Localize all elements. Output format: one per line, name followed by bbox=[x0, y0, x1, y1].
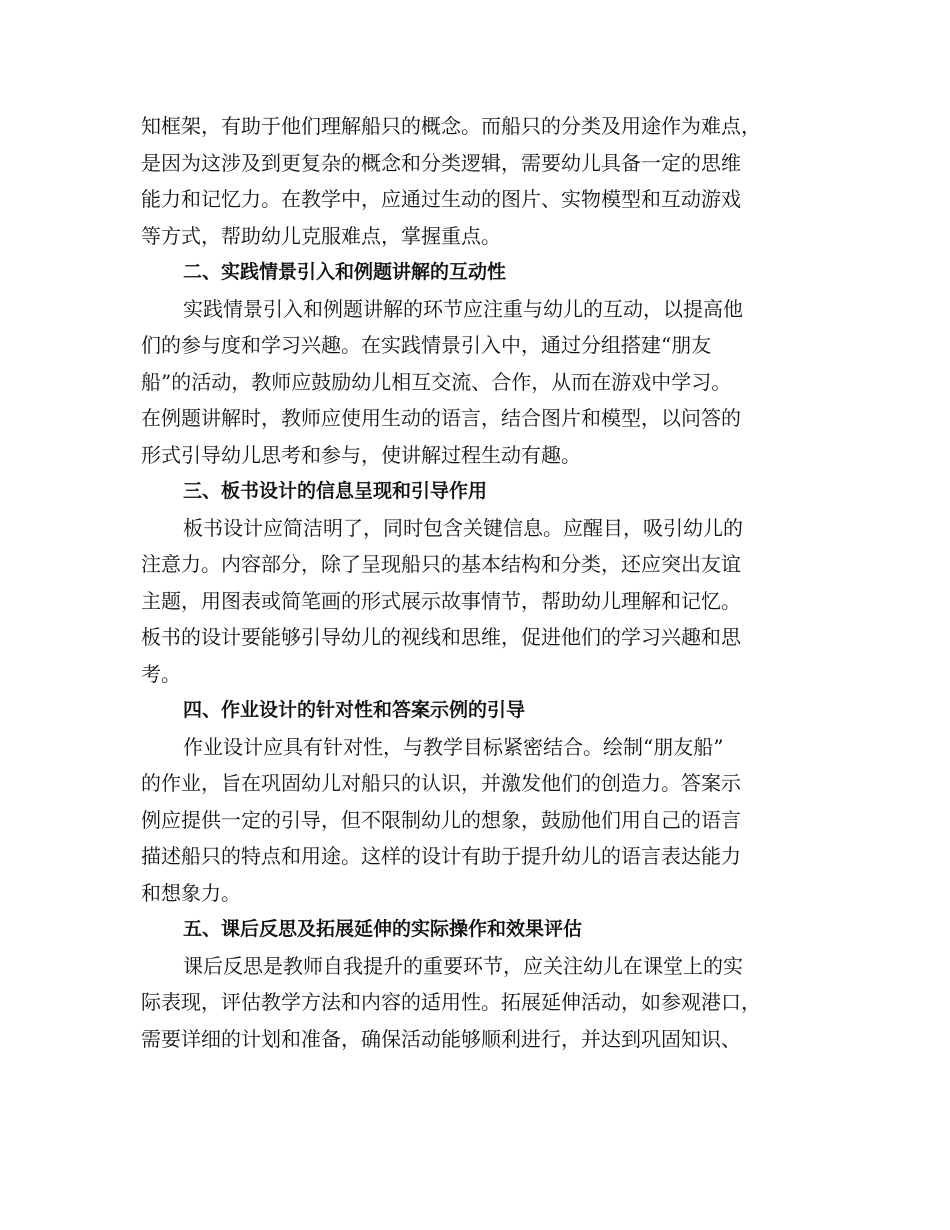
paragraph-line: 船”的活动，教师应鼓励幼儿相互交流、合作，从而在游戏中学习。 bbox=[141, 369, 732, 394]
paragraph-line: 能力和记忆力。在教学中，应通过生动的图片、实物模型和互动游戏 bbox=[141, 187, 741, 211]
paragraph-line: 板书设计应简洁明了，同时包含关键信息。应醒目，吸引幼儿的 bbox=[183, 515, 743, 540]
document-body bbox=[141, 108, 809, 1057]
paragraph-line: 际表现，评估教学方法和内容的适用性。拓展延伸活动，如参观港口， bbox=[141, 990, 761, 1014]
paragraph-line: 在例题讲解时，教师应使用生动的语言，结合图片和模型，以问答的 bbox=[141, 406, 741, 430]
paragraph-line: 实践情景引入和例题讲解的环节应注重与幼儿的互动，以提高他 bbox=[183, 296, 743, 321]
paragraph-line: 的作业，旨在巩固幼儿对船只的认识，并激发他们的创造力。答案示 bbox=[141, 771, 741, 795]
paragraph-line: 形式引导幼儿思考和参与，使讲解过程生动有趣。 bbox=[141, 442, 581, 467]
paragraph-line: 课后反思是教师自我提升的重要环节，应关注幼儿在课堂上的实 bbox=[183, 953, 743, 978]
paragraph-line: 主题，用图表或简笔画的形式展示故事情节，帮助幼儿理解和记忆。 bbox=[141, 588, 741, 613]
paragraph-line: 是因为这涉及到更复杂的概念和分类逻辑，需要幼儿具备一定的思维 bbox=[141, 150, 741, 175]
section-heading: 三、板书设计的信息呈现和引导作用 bbox=[183, 480, 488, 502]
section-heading: 二、实践情景引入和例题讲解的互动性 bbox=[183, 261, 507, 283]
paragraph-line: 知框架，有助于他们理解船只的概念。而船只的分类及用途作为难点， bbox=[141, 114, 761, 138]
paragraph-line: 例应提供一定的引导，但不限制幼儿的想象，鼓励他们用自己的语言 bbox=[141, 807, 741, 832]
paragraph-line: 注意力。内容部分，除了呈现船只的基本结构和分类，还应突出友谊 bbox=[141, 552, 741, 576]
paragraph-line: 板书的设计要能够引导幼儿的视线和思维，促进他们的学习兴趣和思 bbox=[141, 625, 741, 649]
section-heading: 五、课后反思及拓展延伸的实际操作和效果评估 bbox=[183, 918, 583, 940]
paragraph-line: 和想象力。 bbox=[141, 880, 241, 905]
paragraph-line: 们的参与度和学习兴趣。在实践情景引入中，通过分组搭建“朋友 bbox=[141, 333, 712, 357]
paragraph-line: 作业设计应具有针对性，与教学目标紧密结合。绘制“朋友船” bbox=[183, 734, 724, 759]
paragraph-line: 等方式，帮助幼儿克服难点，掌握重点。 bbox=[141, 223, 501, 248]
section-heading: 四、作业设计的针对性和答案示例的引导 bbox=[183, 699, 526, 721]
paragraph-line: 考。 bbox=[141, 661, 181, 686]
paragraph-line: 需要详细的计划和准备，确保活动能够顺利进行，并达到巩固知识、 bbox=[141, 1026, 741, 1051]
paragraph-line: 描述船只的特点和用途。这样的设计有助于提升幼儿的语言表达能力 bbox=[141, 844, 741, 868]
